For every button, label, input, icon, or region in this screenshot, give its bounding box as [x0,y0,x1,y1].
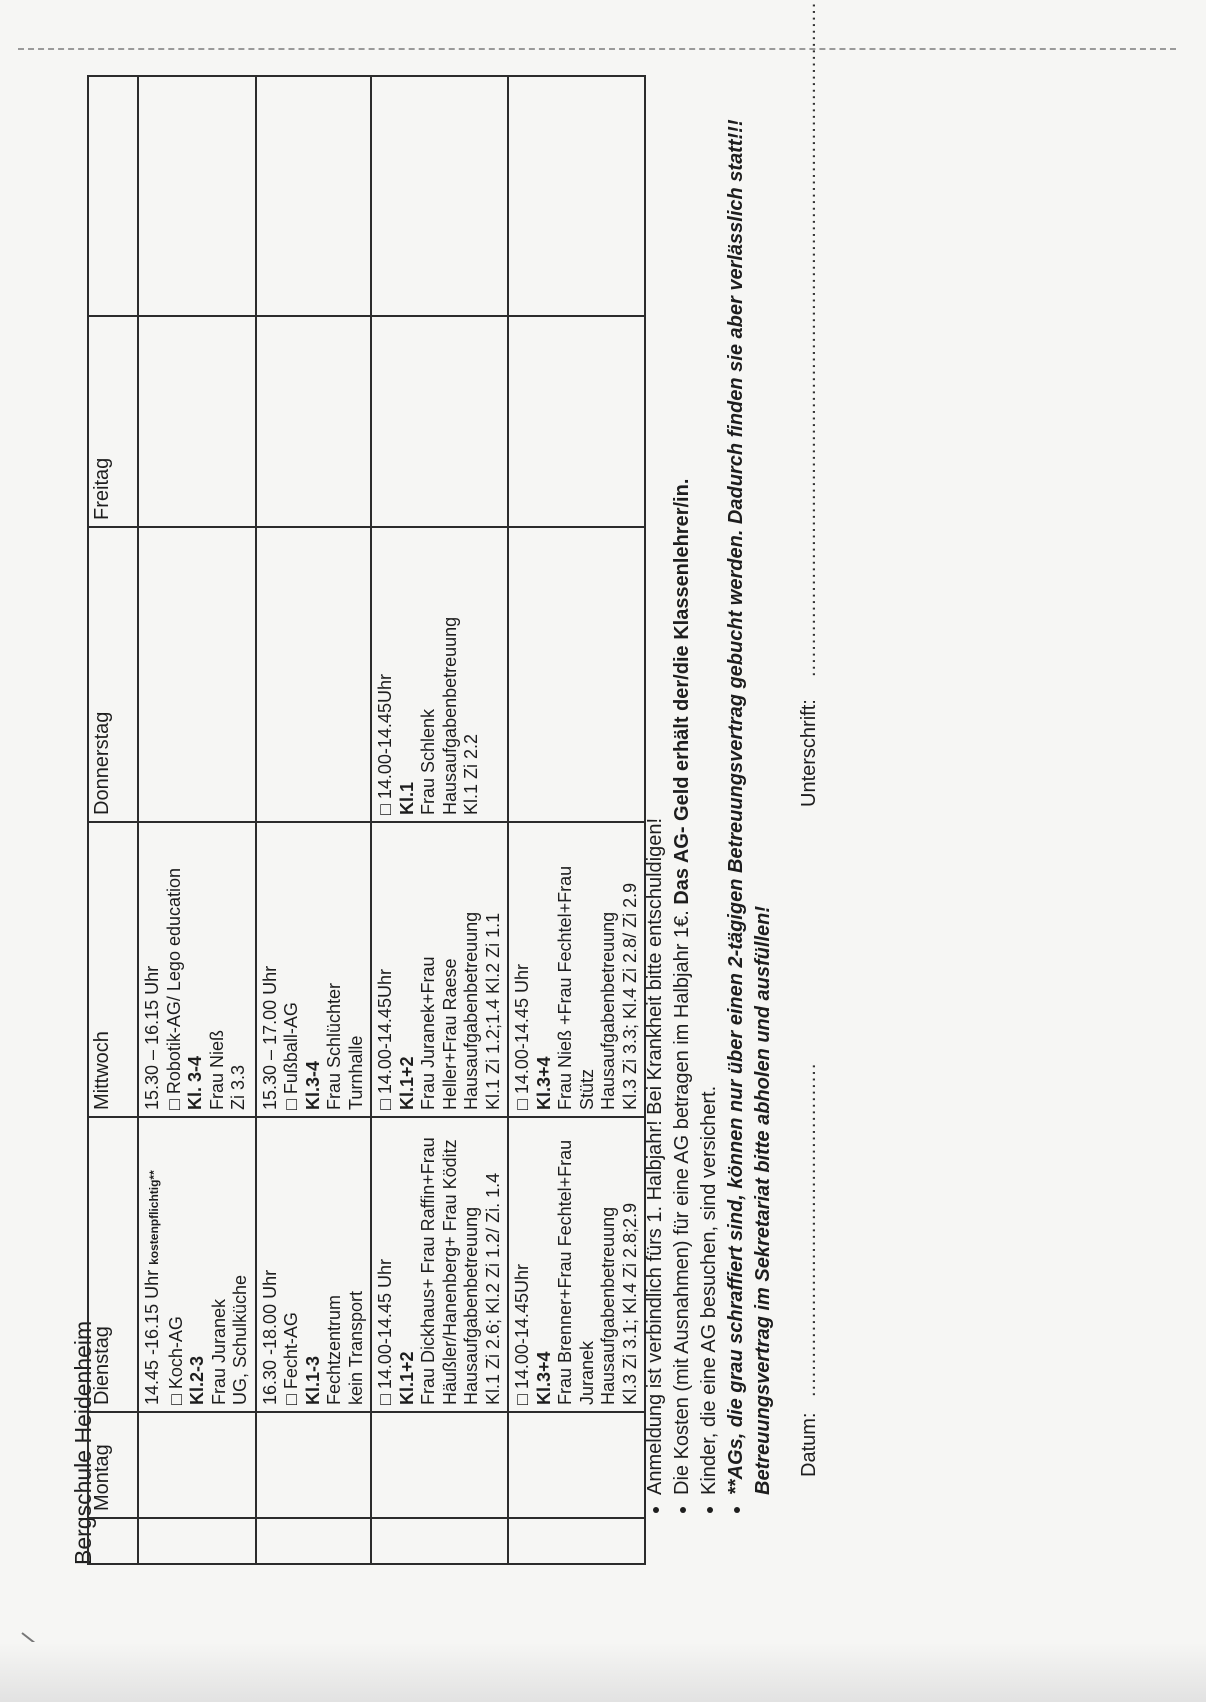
teacher: Frau Brenner+Frau Fechtel+Frau Juranek [555,1139,597,1405]
teacher: Frau Nieß [206,1029,227,1110]
activity-checkbox[interactable]: □ 14.00-14.45Uhr [375,969,395,1110]
school-name: Bergschule Heidenheim [70,1320,96,1565]
notes-list [642,15,777,1525]
transport-note: kein Transport [345,1290,366,1405]
signature-label: Unterschrift: [798,699,820,807]
location: Kl.3 Zi 3.3; Kl.4 Zi 2.8/ Zi 2.9 [619,882,640,1110]
activity-checkbox[interactable]: □ Fußball-AG [281,1002,301,1110]
activity: Hausaufgabenbetreuung [598,911,618,1110]
cell-koch-ag [138,1117,256,1412]
location: UG, Schulküche [230,1274,250,1405]
grade: Kl.1+2 [396,1351,417,1405]
grade: Kl.2-3 [187,1355,207,1405]
teacher: Häußler/Hanenberg+ Frau Köditz [439,1139,460,1405]
cell-hausaufgaben-mi-12 [371,822,508,1117]
header-blank [88,76,138,316]
table-row [371,76,508,1564]
activity-checkbox[interactable]: □ Robotik-AG/ Lego education [163,867,184,1110]
teacher: Frau Dickhaus+ Frau Raffin+Frau [418,1137,438,1405]
cell-montag [138,1412,256,1518]
activity-checkbox[interactable]: □ 14.00-14.45 Uhr [375,1259,395,1405]
location: Kl.1 Zi 1.2;1.4 Kl.2 Zi 1.1 [482,912,503,1110]
teacher: Frau Nieß +Frau Fechtel+Frau [555,865,575,1110]
teacher: Frau Juranek [208,1298,229,1405]
cell-hausaufgaben-do-1 [371,527,508,822]
ag-schedule-table [87,75,646,1565]
teacher: Stütz [576,1068,597,1110]
activity-checkbox[interactable]: □ Koch-AG [165,1316,186,1405]
time: 16.30 -18.00 Uhr [259,1269,280,1405]
header-dienstag: Dienstag [88,1117,138,1412]
header-donnerstag: Donnerstag [88,527,138,822]
table-row [256,76,372,1564]
activity-checkbox[interactable]: □ 14.00-14.45Uhr [512,1264,532,1405]
cell-hausaufgaben-di-12 [371,1117,508,1412]
cell-montag [508,1412,645,1518]
location: Zi 3.3 [228,1064,248,1110]
teacher: Frau Schlenk [418,708,438,815]
activity: Hausaufgabenbetreuung [439,616,460,815]
note-registration: • Anmeldung ist verbindlich fürs 1. Halbjahr! Bei Krankheit bitte entschuldigen! [642,15,669,1495]
location: Turnhalle [345,1035,366,1110]
grade: Kl.3+4 [533,1056,554,1110]
grade: Kl.1 [396,781,417,815]
note-insurance: • Kinder, die eine AG besuchen, sind versichert. [696,15,723,1495]
grade: Kl.1-3 [302,1355,323,1405]
cell-freitag [508,316,645,527]
rotated-page-content [70,0,1150,1565]
note-hatched: • **AGs, die grau schraffiert sind, können nur über einen 2-tägigen Betreuungsvertrag gebucht werden. Dadurch finden sie aber verlässlich statt!!! Betreuungsvertrag im Sekretariat bitte abholen und ausfüllen! [723,15,777,1495]
note-costs: • Die Kosten (mit Ausnahmen) für eine AG betragen im Halbjahr 1€. Das AG- Geld erhält der/die Klassenlehrer/in. [669,15,696,1495]
grade: Kl.3+4 [533,1351,554,1405]
cell-montag [256,1412,372,1518]
table-header-row [88,76,138,1564]
signature-field[interactable]: ....................................................................................................... [798,1,820,677]
grade: Kl. 3-4 [185,1055,205,1110]
cell-freitag [138,316,256,527]
activity-checkbox[interactable]: □ 14.00-14.45Uhr [375,674,395,815]
activity-checkbox[interactable]: □ 14.00-14.45 Uhr [512,964,532,1110]
cell-robotik-ag [138,822,256,1117]
table-row [138,76,256,1564]
cell-montag [371,1412,508,1518]
cell-donnerstag [138,527,256,822]
cell-donnerstag [508,527,645,822]
cell-freitag [256,316,372,527]
time: 15.30 – 16.15 Uhr [142,965,162,1110]
date-label: Datum: [798,1412,820,1477]
cell-hausaufgaben-di-34 [508,1117,645,1412]
cell-donnerstag [256,527,372,822]
table-row [508,76,645,1564]
corner-cell [88,1518,138,1564]
scan-shadow [0,1642,1206,1702]
activity: Hausaufgabenbetreuung [461,911,481,1110]
activity-checkbox[interactable]: □ Fecht-AG [281,1312,301,1405]
grade: Kl.1+2 [396,1056,417,1110]
time: 15.30 – 17.00 Uhr [259,965,280,1110]
grade: Kl.3-4 [302,1060,323,1110]
activity: Hausaufgabenbetreuung [598,1206,618,1405]
header-freitag: Freitag [88,316,138,527]
time: 14.45 -16.15 Uhr [142,1264,162,1405]
location: Kl.1 Zi 2.6; Kl.2 Zi 1.2/ Zi. 1.4 [482,1172,503,1405]
location: Kl.1 Zi 2.2 [461,733,481,815]
activity: Hausaufgabenbetreuung [461,1206,481,1405]
cell-fussball-ag [256,822,372,1117]
location: Kl.3 Zi 3.1; Kl.4 Zi 2.8;2.9 [619,1202,640,1405]
fee-note: kostenpflichtig** [147,1170,161,1265]
teacher: Frau Schlüchter [324,982,344,1110]
cell-freitag [371,316,508,527]
cell-hausaufgaben-mi-34 [508,822,645,1117]
date-field[interactable]: ................................................... [798,1062,820,1397]
teacher: Frau Juranek+Frau [418,956,438,1110]
location: Fechtzentrum [324,1294,344,1405]
teacher: Heller+Frau Raese [439,958,460,1110]
note-costs-bold: Das AG- Geld erhält der/die Klassenlehrer/in. [671,478,693,905]
header-montag: Montag [88,1412,138,1518]
cell-fecht-ag [256,1117,372,1412]
header-mittwoch: Mittwoch [88,822,138,1117]
